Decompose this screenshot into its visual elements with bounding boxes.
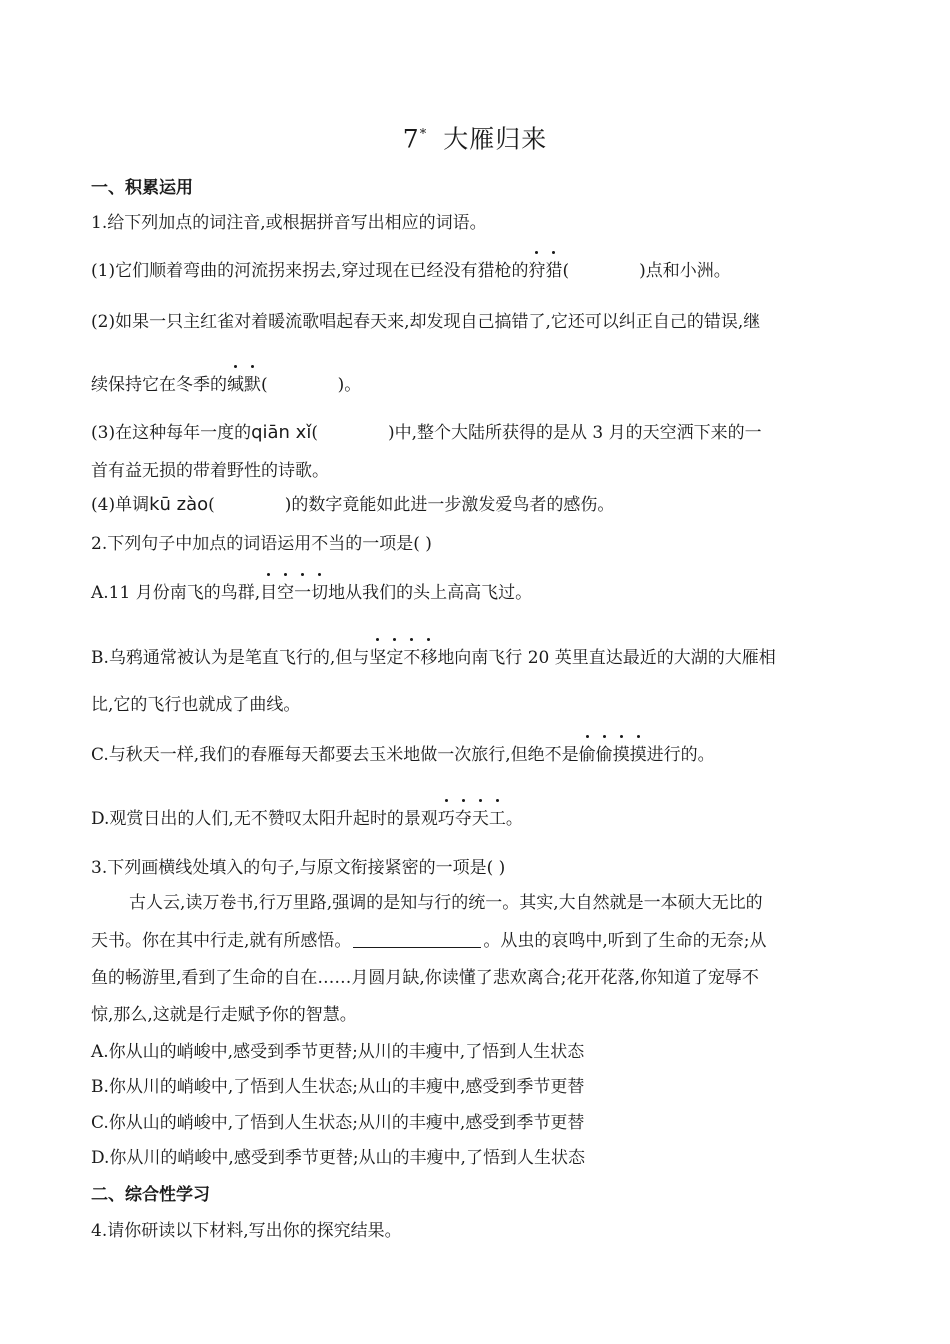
- dotted-char: 摸: [629, 745, 647, 765]
- dotted-char: 默: [244, 375, 261, 395]
- q1-item-2-line2: 续保持它在冬季的缄默( )。: [91, 375, 362, 395]
- q1-item-3-line1: (3)在这种每年一度的qiān xǐ( )中,整个大陆所获得的是从 3 月的天空洒下来的一: [91, 422, 762, 443]
- q2-option-b-line2: 比,它的飞行也就成了曲线。: [91, 695, 301, 715]
- q1-item-3-line2: 首有益无损的带着野性的诗歌。: [91, 461, 329, 481]
- dotted-char: 定: [386, 648, 404, 668]
- dotted-char: 工: [488, 809, 506, 829]
- q3-option-c: C.你从山的峭峻中,了悟到人生状态;从川的丰瘦中,感受到季节更替: [91, 1113, 585, 1133]
- q1-item-1: (1)它们顺着弯曲的河流拐来拐去,穿过现在已经没有猎枪的狩猎( )点和小洲。: [91, 261, 731, 281]
- q1-stem: 1.给下列加点的词注音,或根据拼音写出相应的词语。: [91, 213, 487, 233]
- section-heading-1: 一、积累运用: [91, 178, 193, 198]
- lesson-number: 7: [402, 124, 420, 154]
- lesson-title: 大雁归来: [443, 124, 548, 154]
- dotted-char: 偷: [595, 745, 613, 765]
- q2-option-a: A.11 月份南飞的鸟群,目空一切地从我们的头上高高飞过。: [91, 583, 533, 603]
- dotted-char: 猎: [545, 261, 563, 281]
- dotted-char: 偷: [578, 745, 596, 765]
- section-heading-2: 二、综合性学习: [91, 1185, 210, 1205]
- q3-option-d: D.你从川的峭峻中,感受到季节更替;从山的丰瘦中,了悟到人生状态: [91, 1148, 585, 1168]
- pinyin: kū zào: [149, 494, 209, 515]
- pinyin: qiān xǐ: [251, 422, 312, 443]
- q3-stem: 3.下列画横线处填入的句子,与原文衔接紧密的一项是( ): [91, 858, 506, 878]
- dotted-char: 天: [471, 809, 489, 829]
- dotted-char: 坚: [369, 648, 387, 668]
- dotted-char: 不: [403, 648, 421, 668]
- q3-option-b: B.你从川的峭峻中,了悟到人生状态;从山的丰瘦中,感受到季节更替: [91, 1077, 585, 1097]
- page-title: [0, 118, 950, 156]
- q2-option-b-line1: B.乌鸦通常被认为是笔直飞行的,但与坚定不移地向南飞行 20 英里直达最近的大湖的大雁相: [91, 648, 776, 668]
- q3-passage-line4: 惊,那么,这就是行走赋予你的智慧。: [91, 1005, 357, 1025]
- dotted-char: 切: [311, 583, 329, 603]
- dotted-char: 摸: [612, 745, 630, 765]
- q3-passage-line3: 鱼的畅游里,看到了生命的自在……月圆月缺,你读懂了悲欢离合;花开花落,你知道了宠辱不: [91, 968, 759, 988]
- fill-in-underline[interactable]: [353, 930, 481, 948]
- q2-stem: 2.下列句子中加点的词语运用不当的一项是( ): [91, 534, 432, 554]
- q3-passage-line1: 古人云,读万卷书,行万里路,强调的是知与行的统一。其实,大自然就是一本硕大无比的: [129, 893, 763, 913]
- dotted-char: 狩: [528, 261, 546, 281]
- q1-item-4: (4)单调kū zào( )的数字竟能如此进一步激发爱鸟者的感伤。: [91, 494, 615, 515]
- dotted-char: 巧: [437, 809, 455, 829]
- q1-item-2-line1: (2)如果一只主红雀对着暖流歌唱起春天来,却发现自己搞错了,它还可以纠正自己的错误,继: [91, 312, 761, 332]
- q3-option-a: A.你从山的峭峻中,感受到季节更替;从川的丰瘦中,了悟到人生状态: [91, 1042, 585, 1062]
- q2-option-d: D.观赏日出的人们,无不赞叹太阳升起时的景观巧夺天工。: [91, 809, 523, 829]
- lesson-mark: *: [419, 127, 428, 142]
- q4-stem: 4.请你研读以下材料,写出你的探究结果。: [91, 1221, 402, 1241]
- dotted-char: 一: [294, 583, 312, 603]
- dotted-char: 夺: [454, 809, 472, 829]
- dotted-char: 移: [420, 648, 438, 668]
- dotted-char: 目: [260, 583, 278, 603]
- q3-passage-line2: 天书。你在其中行走,就有所感悟。 。从虫的哀鸣中,听到了生命的无奈;从: [91, 931, 767, 951]
- dotted-char: 缄: [227, 375, 244, 395]
- dotted-char: 空: [277, 583, 295, 603]
- q2-option-c: C.与秋天一样,我们的春雁每天都要去玉米地做一次旅行,但绝不是偷偷摸摸进行的。: [91, 745, 715, 765]
